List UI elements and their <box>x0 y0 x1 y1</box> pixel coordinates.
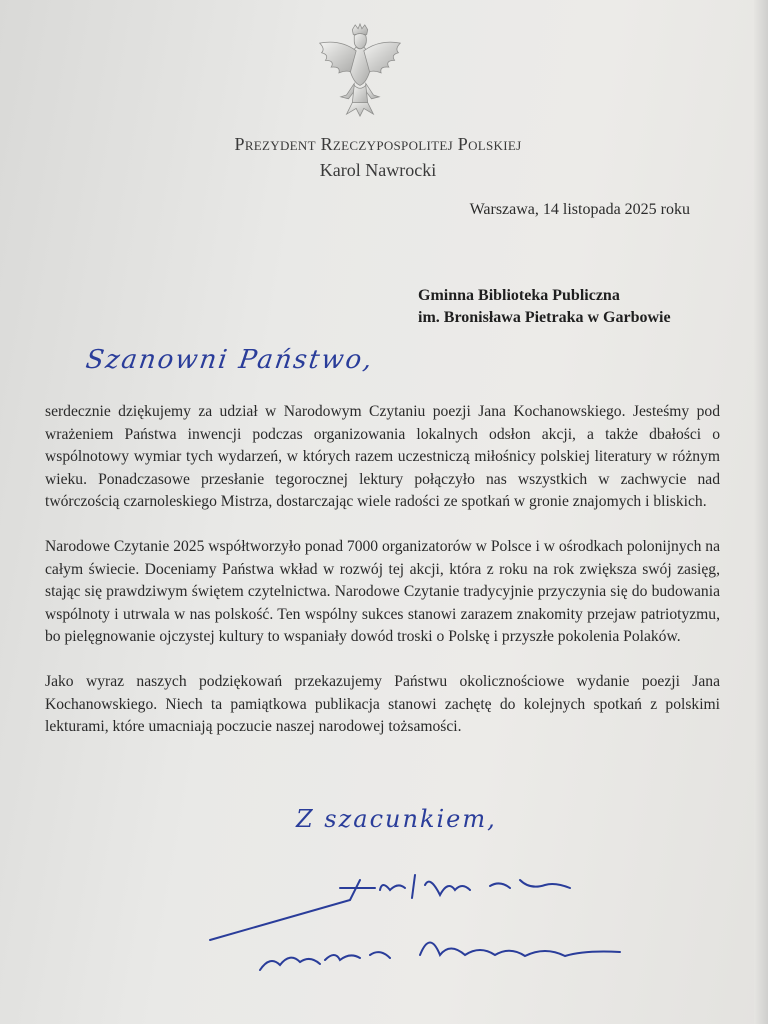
handwritten-signatures <box>200 860 650 980</box>
date-line: Warszawa, 14 listopada 2025 roku <box>469 201 690 218</box>
body-paragraph: Jako wyraz naszych podziękowań przekazujemy Państwu okolicznościowe wydanie poezji Jana Kochanowskiego. Niech ta pamiątkowa publikacja stanowi zachętę do kolejnych spotkań z polskimi lekturami, które umacniają poczucie naszej narodowej tożsamości. <box>45 672 720 736</box>
recipient-line-2: im. Bronisława Pietraka w Garbowie <box>418 309 671 326</box>
recipient-block <box>418 285 671 329</box>
body-paragraph: Narodowe Czytanie 2025 współtworzyło ponad 7000 organizatorów w Polsce i w ośrodkach polonijnych na całym świecie. Doceniamy Państwa wkład w rozwój tej akcji, która z roku na rok zwiększa swój zasięg, stając się prawdziwym świętem czytelnictwa. Narodowe Czytanie tradycyjnie przyczynia się do budowania wspólnoty i utrwala w nas polskość. Ten wspólny sukces stanowi zarazem znakomity przejaw patriotyzmu, bo pielęgnowanie ojczystej kultury to wspaniały dowód troski o Polskę i przyszłe pokolenia Polaków. <box>45 537 720 646</box>
letterhead-title: Prezydent Rzeczypospolitej Polskiej <box>234 134 522 154</box>
letterhead-name: Karol Nawrocki <box>319 160 437 180</box>
white-eagle-emblem-icon <box>312 22 408 118</box>
letter-body <box>45 401 720 761</box>
recipient-line-1: Gminna Biblioteka Publiczna <box>418 287 620 304</box>
handwritten-salutation: Szanowni Państwo, <box>83 345 376 375</box>
body-paragraph: serdecznie dziękujemy za udział w Narodowym Czytaniu poezji Jana Kochanowskiego. Jesteśmy pod wrażeniem Państwa inwencji podczas organizowania lokalnych odsłon akcji, a także dbałości o wspólnotowy wymiar tych wydarzeń, w których razem uczestniczą miłośnicy polskiej literatury w różnym wieku. Ponadczasowe przesłanie tegorocznej lektury połączyło nas wszystkich w zachwycie nad twórczością czarnoleskiego Mistrza, dostarczając wiele radości ze spotkań w gronie znajomych i bliskich. <box>45 403 720 511</box>
handwritten-closing: Z szacunkiem, <box>296 805 497 833</box>
